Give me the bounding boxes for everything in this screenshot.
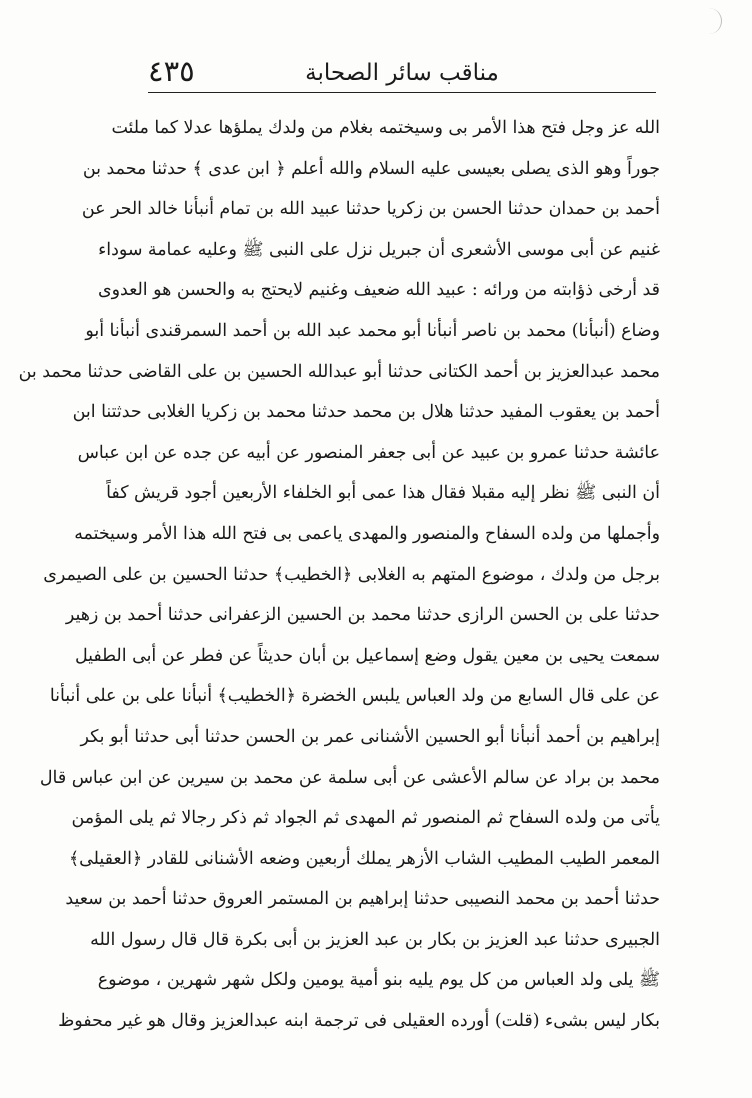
text-line-4: غنيم عن أبى موسى الأشعرى أن جبريل نزل على النبى ﷺ وعليه عمامة سوداء	[98, 239, 660, 260]
text-line-16: إبراهيم بن أحمد أنبأنا أبو الحسين الأشنانى عمر بن الحسن حدثنا أبى حدثنا أبو بكر	[80, 726, 660, 747]
text-line-2: جوراً وهو الذى يصلى بعيسى عليه السلام والله أعلم ﴿ ابن عدى ﴾ حدثنا محمد بن	[82, 158, 660, 179]
text-line-19: المعمر الطيب المطيب الشاب الأزهر يملك أربعين وضعه الأشنانى للقادر ﴿العقيلى﴾	[68, 848, 660, 869]
text-line-1: الله عز وجل فتح هذا الأمر بى وسيختمه بغلام من ولدك يملؤها عدلا كما ملئت	[111, 118, 660, 138]
running-title: مناقب سائر الصحابة	[305, 60, 499, 86]
text-line-9: عائشة حدثنا عمرو بن عبيد عن أبى جعفر المنصور عن أبيه عن جده عن ابن عباس	[77, 442, 660, 463]
text-line-14: سمعت يحيى بن معين يقول وضع إسماعيل بن أبان حديثاً عن فطر عن أبى الطفيل	[74, 645, 660, 666]
text-line-17: محمد بن براد عن سالم الأعشى عن أبى سلمة عن محمد بن سيرين عن ابن عباس قال	[39, 767, 660, 788]
text-line-11: وأجملها من ولده السفاح والمنصور والمهدى ياعمى بى فتح الله هذا الأمر وسيختمه	[74, 523, 660, 544]
body-text	[18, 108, 660, 1042]
text-line-3: أحمد بن حمدان حدثنا الحسن بن زكريا حدثنا عبيد الله بن تمام أنبأنا خالد الحر عن	[81, 199, 660, 220]
text-line-10: أن النبى ﷺ نظر إليه مقبلا فقال هذا عمى أبو الخلفاء الأربعين أجود قريش كفاً	[106, 483, 660, 504]
text-line-22: ﷺ يلى ولد العباس من كل يوم يليه بنو أمية يومين ولكل شهر شهرين ، موضوع	[97, 970, 660, 991]
page-number: ٤٣٥	[148, 54, 195, 88]
text-line-7: محمد عبدالعزيز بن أحمد الكتانى حدثنا أبو عبدالله الحسين بن على القاضى حدثنا محمد بن	[18, 361, 660, 382]
text-line-6: وضاع (أنبأنا) محمد بن ناصر أنبأنا أبو محمد عبد الله بن أحمد السمرقندى أنبأنا أبو	[85, 320, 660, 341]
page-corner-mark	[707, 8, 722, 34]
text-line-5: قد أرخى ذؤابته من ورائه : عبيد الله ضعيف وغنيم لايحتج به والحسن هو العدوى	[97, 280, 660, 301]
text-line-21: الجبيرى حدثنا عبد العزيز بن بكار بن عبد العزيز بن أبى بكرة قال قال رسول الله	[90, 929, 660, 950]
text-line-13: حدثنا على بن الحسن الرازى حدثنا محمد بن الحسين الزعفرانى حدثنا أحمد بن زهير	[65, 605, 660, 626]
text-line-12: برجل من ولدك ، موضوع المتهم به الغلابى ﴿الخطيب﴾ حدثنا الحسين بن على الصيمرى	[43, 564, 660, 585]
text-line-20: حدثنا أحمد بن محمد النصيبى حدثنا إبراهيم بن المستمر العروق حدثنا أحمد بن سعيد	[65, 889, 660, 910]
text-line-8: أحمد بن يعقوب المفيد حدثنا هلال بن محمد حدثنا محمد بن زكريا الغلابى حدثتنا ابن	[72, 402, 660, 423]
page-header	[148, 52, 656, 93]
text-line-23: بكار ليس بشىء (قلت) أورده العقيلى فى ترجمة ابنه عبدالعزيز وقال هو غير محفوظ	[58, 1011, 660, 1032]
text-line-15: عن على قال السابع من ولد العباس يلبس الخضرة ﴿الخطيب﴾ أنبأنا على بن على أنبأنا	[49, 686, 660, 707]
text-line-18: يأتى من ولده السفاح ثم المنصور ثم المهدى ثم الجواد ثم ذكر رجالا ثم يلى المؤمن	[71, 808, 660, 829]
